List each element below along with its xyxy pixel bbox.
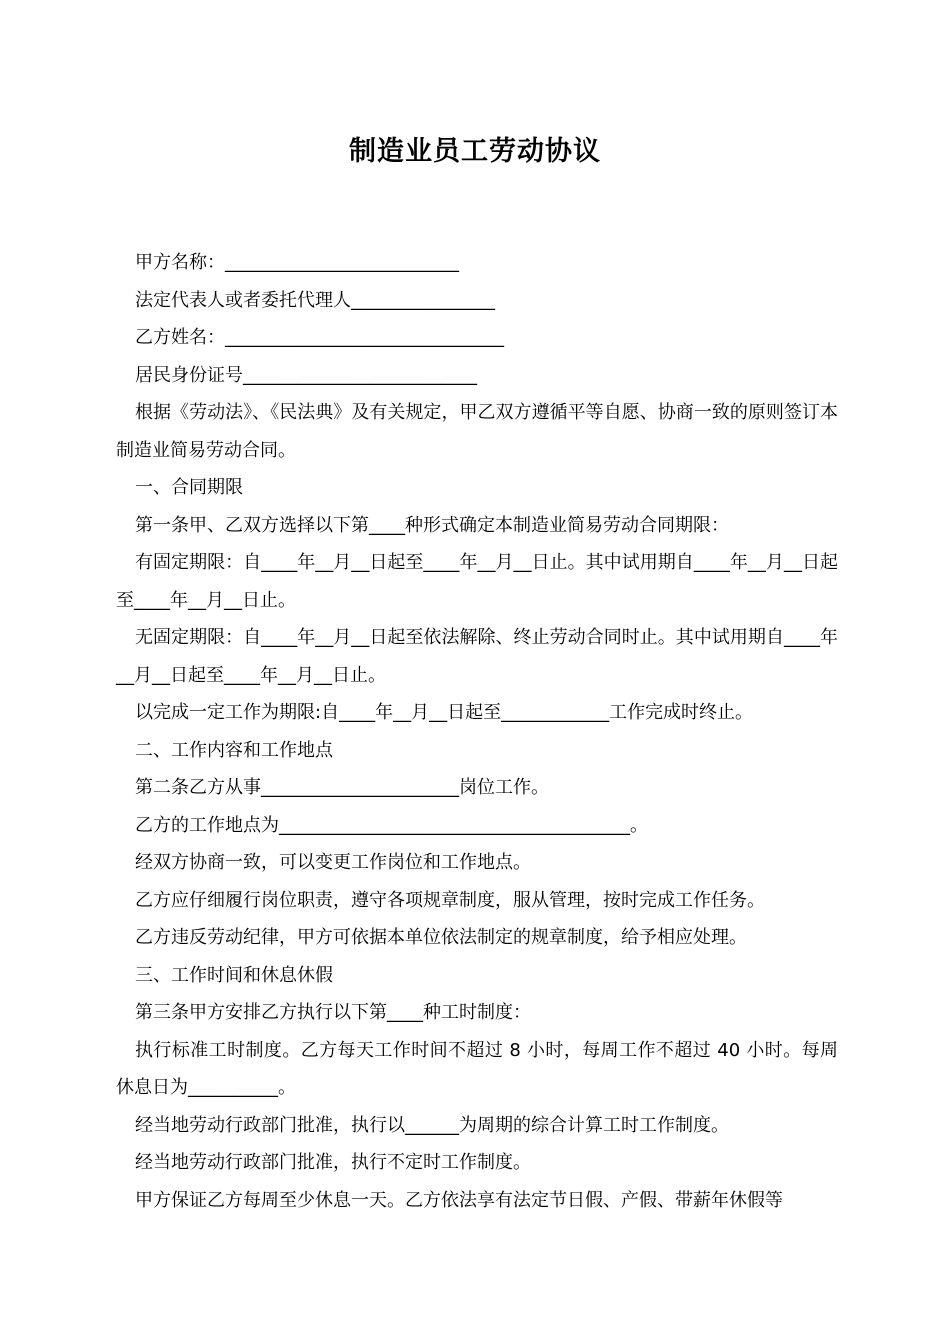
- document-title: 制造业员工劳动协议: [349, 136, 601, 167]
- section-heading-working-hours: 三、工作时间和休息休假: [135, 964, 333, 986]
- change-consent-paragraph: 经双方协商一致，可以变更工作岗位和工作地点。: [135, 852, 531, 873]
- article-2-paragraph: 第二条乙方从事______________________岗位工作。: [135, 777, 549, 798]
- preamble-paragraph: 根据《劳动法》、《民法典》及有关规定，甲乙双方遵循平等自愿、协商一致的原则签订本制造业简易劳动合同。: [116, 402, 838, 461]
- article-1-paragraph: 第一条甲、乙双方选择以下第____种形式确定本制造业简易劳动合同期限：: [135, 514, 729, 536]
- article-3-paragraph: 第三条甲方安排乙方执行以下第____种工时制度：: [135, 1002, 531, 1023]
- party-a-name-line: 甲方名称：__________________________: [135, 252, 459, 273]
- duty-paragraph: 乙方应仔细履行岗位职责，遵守各项规章制度，服从管理，按时完成工作任务。: [135, 889, 765, 911]
- fixed-term-paragraph: 有固定期限：自____年__月__日起至____年__月__日止。其中试用期自____年__月__日起至____年__月__日止。: [116, 552, 838, 611]
- comprehensive-hours-paragraph: 经当地劳动行政部门批准，执行以______为周期的综合计算工时工作制度。: [135, 1114, 729, 1136]
- work-location-paragraph: 乙方的工作地点为_______________________________________。: [135, 814, 648, 836]
- open-term-paragraph: 无固定期限：自____年__月__日起至依法解除、终止劳动合同时止。其中试用期自____年__月__日起至____年__月__日止。: [116, 627, 838, 686]
- legal-representative-line: 法定代表人或者委托代理人________________: [135, 289, 495, 311]
- standard-hours-paragraph: 执行标准工时制度。乙方每天工作时间不超过 8 小时，每周工作不超过 40 小时。每周休息日为__________。: [116, 1039, 838, 1098]
- discipline-paragraph: 乙方违反劳动纪律，甲方可依据本单位依法制定的规章制度，给予相应处理。: [135, 927, 747, 948]
- rest-guarantee-paragraph: 甲方保证乙方每周至少休息一天。乙方依法享有法定节日假、产假、带薪年休假等: [135, 1189, 783, 1211]
- flexible-hours-paragraph: 经当地劳动行政部门批准，执行不定时工作制度。: [135, 1152, 531, 1173]
- document-body: [116, 244, 838, 1219]
- section-heading-term: 一、合同期限: [135, 477, 243, 498]
- party-b-name-line: 乙方姓名：_______________________________: [135, 327, 504, 348]
- task-term-paragraph: 以完成一定工作为期限:自____年__月__日起至____________工作完成时终止。: [135, 702, 754, 723]
- section-heading-work-content: 二、工作内容和工作地点: [135, 739, 333, 761]
- id-number-line: 居民身份证号__________________________: [135, 364, 477, 386]
